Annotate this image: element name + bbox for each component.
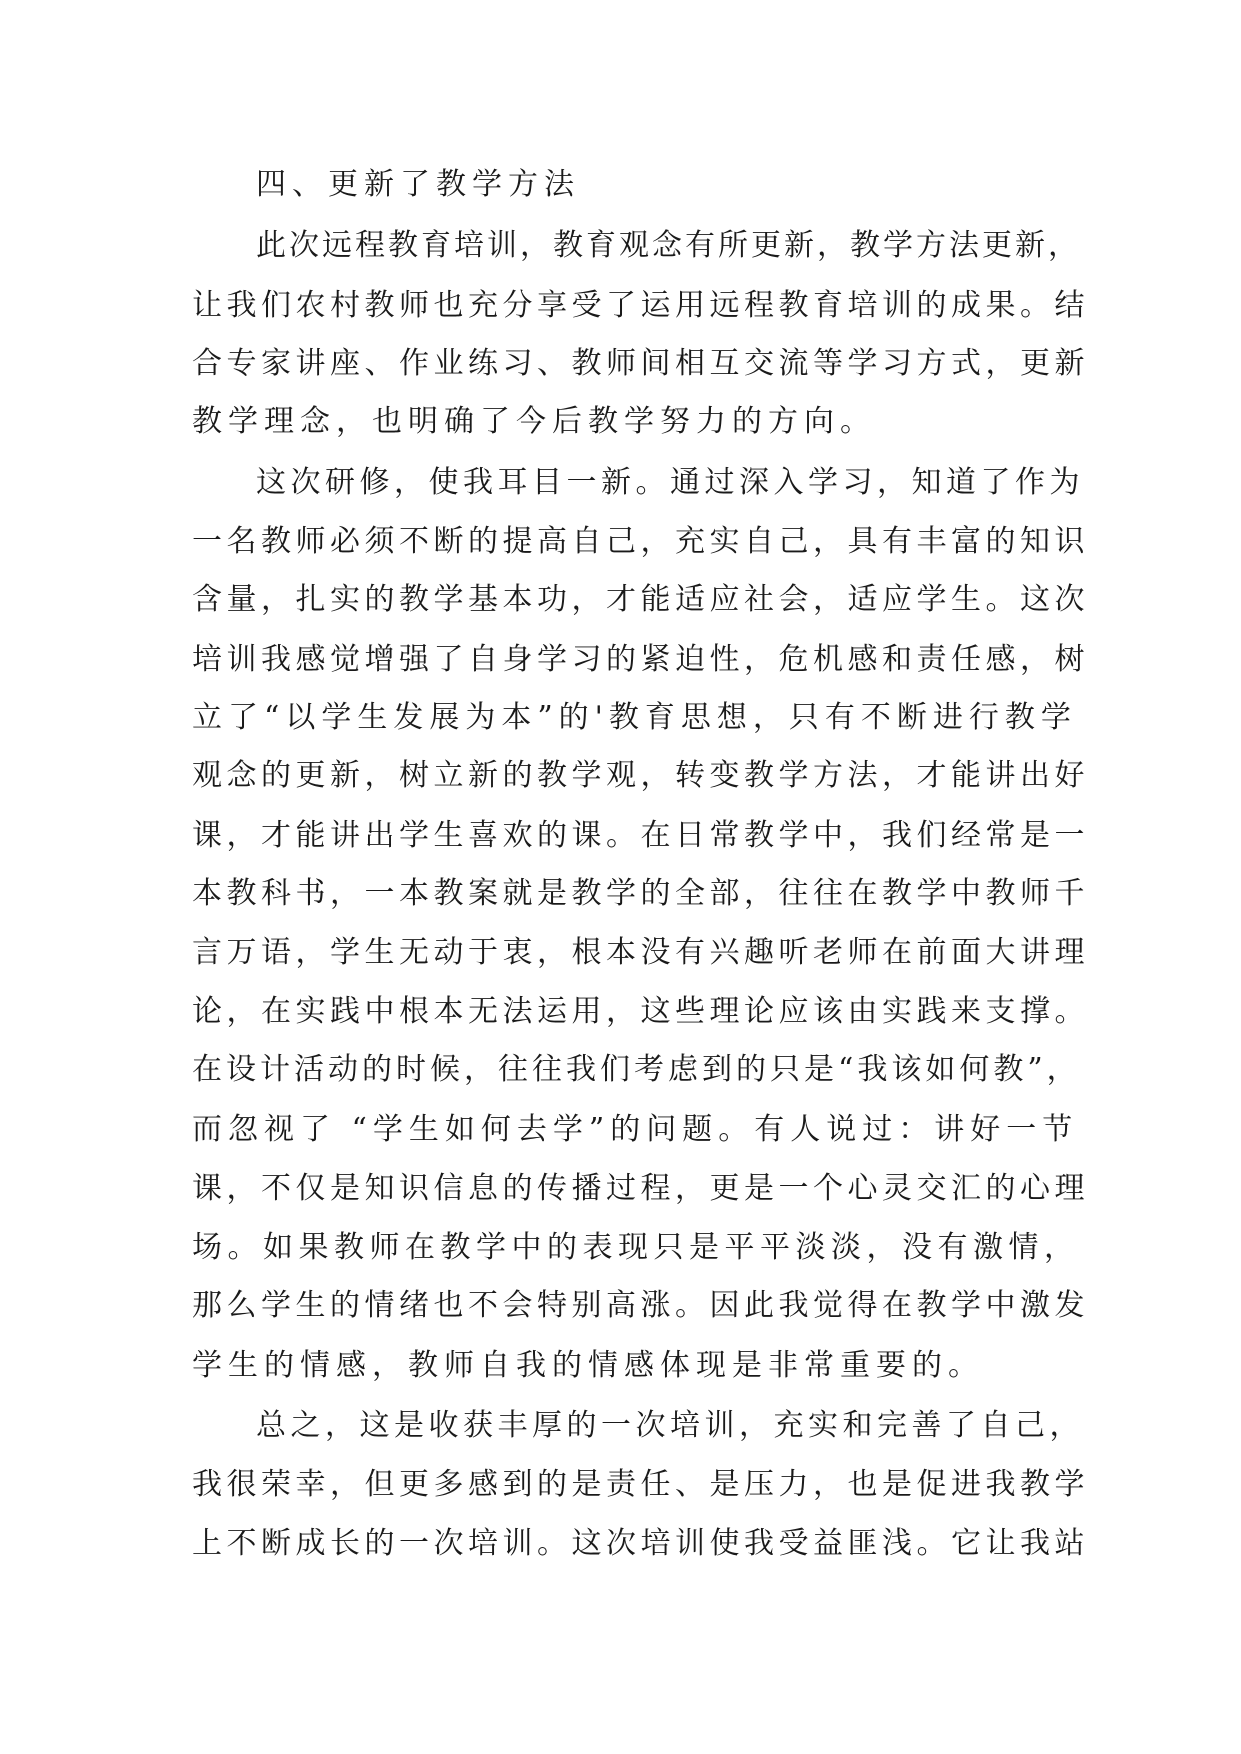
- paragraph-line: 上不断成长的一次培训。这次培训使我受益匪浅。它让我站: [192, 1526, 1089, 1561]
- paragraph-line: 我很荣幸，但更多感到的是责任、是压力，也是促进我教学: [192, 1467, 1089, 1502]
- paragraph-line: 含量，扎实的教学基本功，才能适应社会，适应学生。这次: [192, 582, 1089, 617]
- paragraph-line: 培训我感觉增强了自身学习的紧迫性，危机感和责任感，树: [192, 642, 1089, 677]
- paragraph-line: 此次远程教育培训，教育观念有所更新，教学方法更新，: [256, 228, 1081, 263]
- paragraph-line: 观念的更新，树立新的教学观，转变教学方法，才能讲出好: [192, 758, 1089, 793]
- paragraph-line: 这次研修，使我耳目一新。通过深入学习，知道了作为: [256, 465, 1084, 500]
- paragraph-line: 课，才能讲出学生喜欢的课。在日常教学中，我们经常是一: [192, 818, 1089, 853]
- paragraph-line: 一名教师必须不断的提高自己，充实自己，具有丰富的知识: [192, 524, 1089, 559]
- paragraph-line: 教学理念，也明确了今后教学努力的方向。: [192, 404, 876, 439]
- paragraph-line: 在设计活动的时候，往往我们考虑到的只是“我该如何教”，: [192, 1052, 1081, 1087]
- paragraph-line: 本教科书，一本教案就是教学的全部，往往在教学中教师千: [192, 876, 1089, 911]
- paragraph-line: 学生的情感，教师自我的情感体现是非常重要的。: [192, 1348, 984, 1383]
- section-heading: 四、更新了教学方法: [256, 167, 580, 202]
- paragraph-line: 言万语，学生无动于衷，根本没有兴趣听老师在前面大讲理: [192, 935, 1089, 970]
- paragraph-line: 论，在实践中根本无法运用，这些理论应该由实践来支撑。: [192, 994, 1089, 1029]
- paragraph-line: 合专家讲座、作业练习、教师间相互交流等学习方式，更新: [192, 346, 1089, 381]
- paragraph-line: 让我们农村教师也充分享受了运用远程教育培训的成果。结: [192, 288, 1089, 323]
- paragraph-line: 课，不仅是知识信息的传播过程，更是一个心灵交汇的心理: [192, 1171, 1089, 1206]
- paragraph-line: 那么学生的情绪也不会特别高涨。因此我觉得在教学中激发: [192, 1288, 1089, 1323]
- paragraph-line: 而忽视了 “学生如何去学”的问题。有人说过：讲好一节: [192, 1112, 1079, 1147]
- paragraph-line: 立了“以学生发展为本”的'教育思想，只有不断进行教学: [192, 700, 1077, 735]
- paragraph-line: 总之，这是收获丰厚的一次培训，充实和完善了自己，: [256, 1408, 1084, 1443]
- paragraph-line: 场。如果教师在教学中的表现只是平平淡淡，没有激情，: [192, 1230, 1080, 1265]
